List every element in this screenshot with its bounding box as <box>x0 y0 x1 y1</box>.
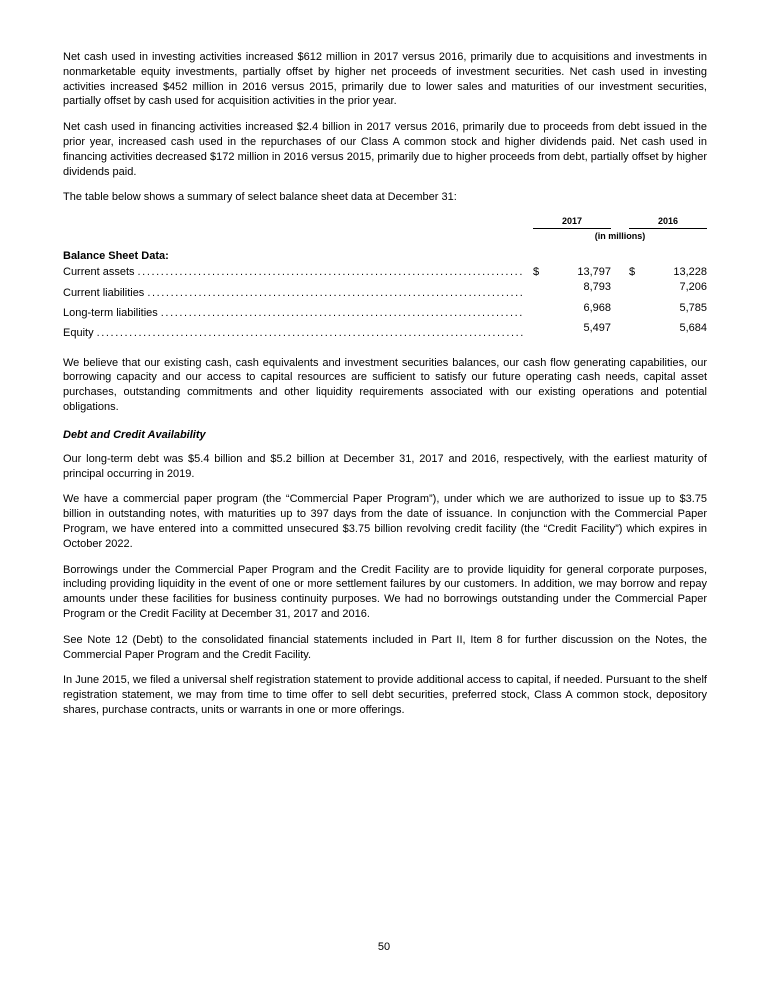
paragraph-financing-activities: Net cash used in financing activities increased $2.4 billion in 2017 versus 2016, primarily due to proceeds from debt issued in the prior year, increased cash used in the repurchases of our Class A common stock and higher dividends paid. Net cash used in financing activities decreased $172 million in 2016 versus 2015, primarily due to higher proceeds from debt, partially offset by higher dividends paid. <box>63 121 707 178</box>
row-label: Current assets <box>63 266 135 279</box>
paragraph-commercial-paper: We have a commercial paper program (the “Commercial Paper Program”), under which we are authorized to issue up to $3.75 billion in outstanding notes, with maturities up to 397 days from the date of issuance. In conjunction with the Commercial Paper Program, we have entered into a committed unsecured $3.75 billion revolving credit facility (the “Credit Facility”) which expires in October 2022. <box>63 493 707 550</box>
dot-leader <box>161 306 525 321</box>
dollar-sign-2016: $ <box>629 266 636 279</box>
dollar-sign-2017: $ <box>533 266 540 279</box>
document-body <box>63 50 707 729</box>
table-header-row <box>63 216 707 229</box>
value-2016: 5,684 <box>679 322 707 335</box>
value-2017: 5,497 <box>583 322 611 335</box>
table-row-long-term-liabilities <box>63 301 707 321</box>
paragraph-table-intro: The table below shows a summary of select balance sheet data at December 31: <box>63 191 457 204</box>
row-label: Long-term liabilities <box>63 306 158 319</box>
value-group-2016 <box>629 280 707 295</box>
table-row-current-assets <box>63 265 707 280</box>
paragraph-investing-activities: Net cash used in investing activities increased $612 million in 2017 versus 2016, primarily due to acquisitions and investments in nonmarketable equity investments, partially offset by higher net proceeds of investment securities. Net cash used in investing activities increased $452 million in 2016 versus 2015, primarily due to lower sales and maturities of our investment securities, partially offset by cash used for acquisition activities in the prior year. <box>63 51 707 108</box>
page-number: 50 <box>377 941 391 953</box>
value-group-2017 <box>533 280 611 295</box>
table-row-equity <box>63 321 707 341</box>
value-group-2017 <box>533 321 611 336</box>
value-2017: 6,968 <box>583 301 611 314</box>
paragraph-long-term-debt: Our long-term debt was $5.4 billion and $5.2 billion at December 31, 2017 and 2016, respectively, with the earliest maturity of principal occurring in 2019. <box>63 452 707 480</box>
value-group-2017 <box>533 265 611 280</box>
paragraph-borrowings: Borrowings under the Commercial Paper Program and the Credit Facility are to provide liquidity for general corporate purposes, including providing liquidity in the event of one or more settlement failures by our customers. In addition, we may borrow and repay amounts under these facilities for business continuity purposes. We had no borrowings outstanding under the Commercial Paper Program or the Credit Facility at December 31, 2017 and 2016. <box>63 563 707 620</box>
value-group-2016 <box>629 321 707 336</box>
value-2016: 13,228 <box>673 266 707 279</box>
dot-leader <box>138 265 525 280</box>
column-header-2016: 2016 <box>629 216 707 229</box>
value-group-2017 <box>533 301 611 316</box>
value-2016: 5,785 <box>679 301 707 314</box>
value-2017: 13,797 <box>577 266 611 279</box>
dot-leader <box>147 286 525 301</box>
dot-leader <box>97 326 525 341</box>
table-units-spacer <box>63 229 533 249</box>
value-group-2016 <box>629 265 707 280</box>
row-label: Equity <box>63 327 94 340</box>
value-2017: 8,793 <box>583 281 611 294</box>
paragraph-note-12: See Note 12 (Debt) to the consolidated financial statements included in Part II, Item 8 for further discussion on the Notes, the Commercial Paper Program and the Credit Facility. <box>63 633 707 661</box>
value-2016: 7,206 <box>679 281 707 294</box>
units-note: (in millions) <box>594 231 646 242</box>
row-label: Current liabilities <box>63 286 145 299</box>
balance-sheet-table <box>63 216 707 341</box>
table-units-row <box>63 229 707 249</box>
section-heading-debt-credit: Debt and Credit Availability <box>63 428 206 441</box>
column-header-2017: 2017 <box>533 216 611 229</box>
paragraph-shelf-registration: In June 2015, we filed a universal shelf registration statement to provide additional access to capital, if needed. Pursuant to the shelf registration statement, we may from time to time offer to sell debt securities, preferred stock, Class A common stock, depository shares, purchase contracts, units or warrants in one or more offerings. <box>63 674 707 716</box>
value-group-2016 <box>629 301 707 316</box>
table-section-label: Balance Sheet Data: <box>63 250 169 263</box>
paragraph-liquidity-belief: We believe that our existing cash, cash equivalents and investment securities balances, our cash flow generating capabilities, our borrowing capacity and our access to capital resources are sufficient to satisfy our future operating cash needs, capital asset purchases, outstanding commitments and other liquidity requirements associated with our existing operations and potential obligations. <box>63 356 707 413</box>
table-row-current-liabilities <box>63 280 707 300</box>
